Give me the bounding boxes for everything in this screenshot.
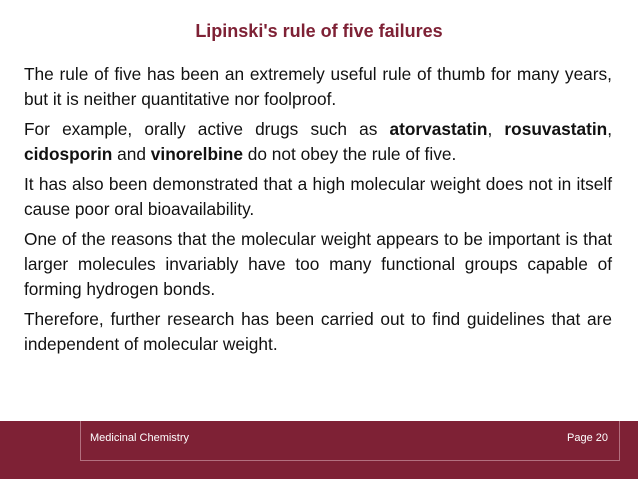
paragraph-1: The rule of five has been an extremely useful rule of thumb for many years, but it is neither quantitative nor foolproof. — [24, 64, 612, 109]
page-number: Page 20 — [567, 432, 608, 444]
drug-name-atorvastatin: atorvastatin — [389, 119, 488, 139]
separator: and — [112, 144, 151, 164]
separator: , — [487, 119, 505, 139]
slide-footer — [0, 421, 638, 479]
drug-name-cidosporin: cidosporin — [24, 144, 113, 164]
separator: , — [607, 119, 612, 139]
paragraph-3: It has also been demonstrated that a high molecular weight does not in itself cause poor oral bioavailability. — [24, 174, 612, 219]
paragraph-5: Therefore, further research has been carried out to find guidelines that are independent of molecular weight. — [24, 309, 612, 354]
drug-name-vinorelbine: vinorelbine — [150, 144, 243, 164]
drug-name-rosuvastatin: rosuvastatin — [504, 119, 608, 139]
slide-title: Lipinski's rule of five failures — [195, 21, 443, 41]
paragraph-2-outro: do not obey the rule of five. — [242, 144, 457, 164]
slide-body — [24, 62, 612, 362]
footer-course-label: Medicinal Chemistry — [90, 432, 190, 444]
paragraph-2-intro: For example, orally active drugs such as — [24, 119, 390, 139]
paragraph-2 — [24, 117, 612, 167]
paragraph-4: One of the reasons that the molecular weight appears to be important is that larger molecules invariably have too many functional groups capable of forming hydrogen bonds. — [24, 229, 612, 299]
